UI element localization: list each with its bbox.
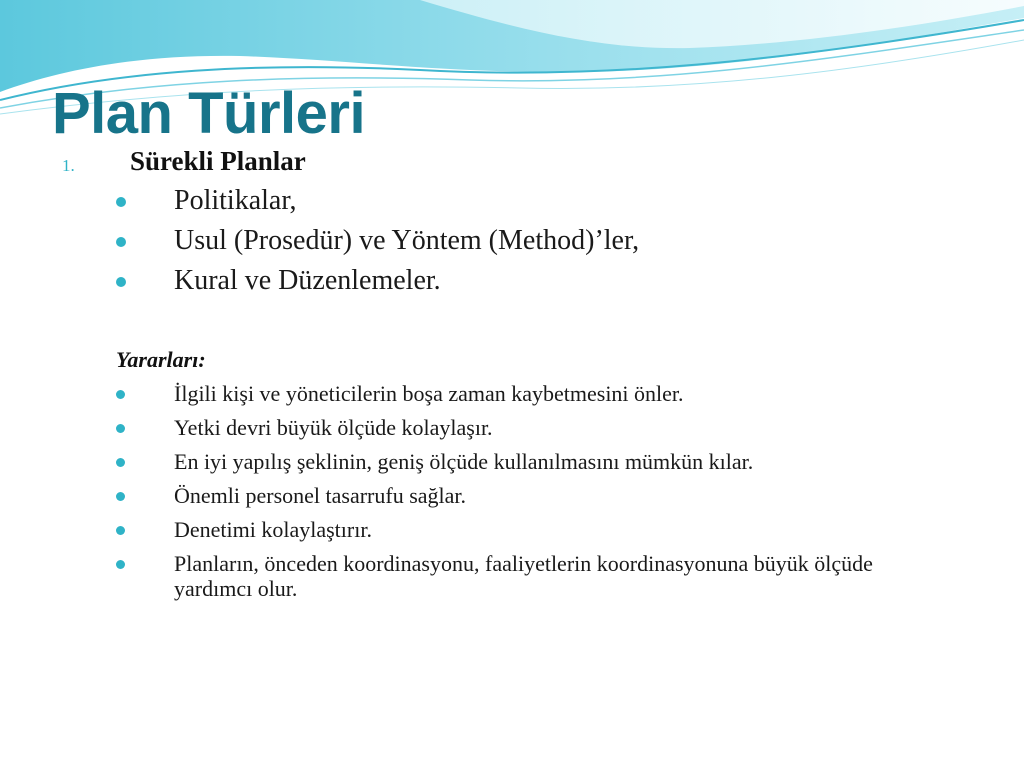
bullet-dot-icon	[116, 560, 125, 569]
list-item	[116, 449, 916, 474]
list-item	[116, 381, 916, 406]
bullet-dot-icon	[116, 492, 125, 501]
slide-title: Plan Türleri	[52, 81, 366, 146]
bullet-dot-icon	[116, 458, 125, 467]
list-item-text: En iyi yapılış şeklinin, geniş ölçüde kullanılmasını mümkün kılar.	[174, 449, 754, 474]
section-number: 1.	[62, 156, 75, 175]
list-item-text: Planların, önceden koordinasyonu, faaliyetlerin koordinasyonuna büyük ölçüde yardımcı olur.	[174, 551, 873, 601]
benefits-list	[116, 381, 916, 610]
benefits-heading: Yararları:	[116, 347, 206, 372]
list-item-text: Politikalar,	[174, 185, 297, 216]
bullet-dot-icon	[116, 277, 126, 287]
bullet-dot-icon	[116, 197, 126, 207]
list-item-text: Önemli personel tasarrufu sağlar.	[174, 483, 467, 508]
bullet-dot-icon	[116, 390, 125, 399]
plan-types-list	[116, 184, 976, 304]
bullet-dot-icon	[116, 526, 125, 535]
list-item	[116, 415, 916, 440]
list-item	[116, 551, 916, 601]
list-item-text: Yetki devri büyük ölçüde kolaylaşır.	[174, 415, 493, 440]
list-item-text: İlgili kişi ve yöneticilerin boşa zaman kaybetmesini önler.	[174, 381, 684, 406]
list-item	[116, 184, 976, 218]
list-item	[116, 264, 976, 298]
list-item-text: Usul (Prosedür) ve Yöntem (Method)’ler,	[174, 225, 640, 256]
section-heading: Sürekli Planlar	[130, 146, 306, 176]
list-item-text: Denetimi kolaylaştırır.	[174, 517, 372, 542]
bullet-dot-icon	[116, 237, 126, 247]
list-item	[116, 224, 976, 258]
list-item-text: Kural ve Düzenlemeler.	[174, 265, 441, 296]
list-item	[116, 483, 916, 508]
bullet-dot-icon	[116, 424, 125, 433]
list-item	[116, 517, 916, 542]
